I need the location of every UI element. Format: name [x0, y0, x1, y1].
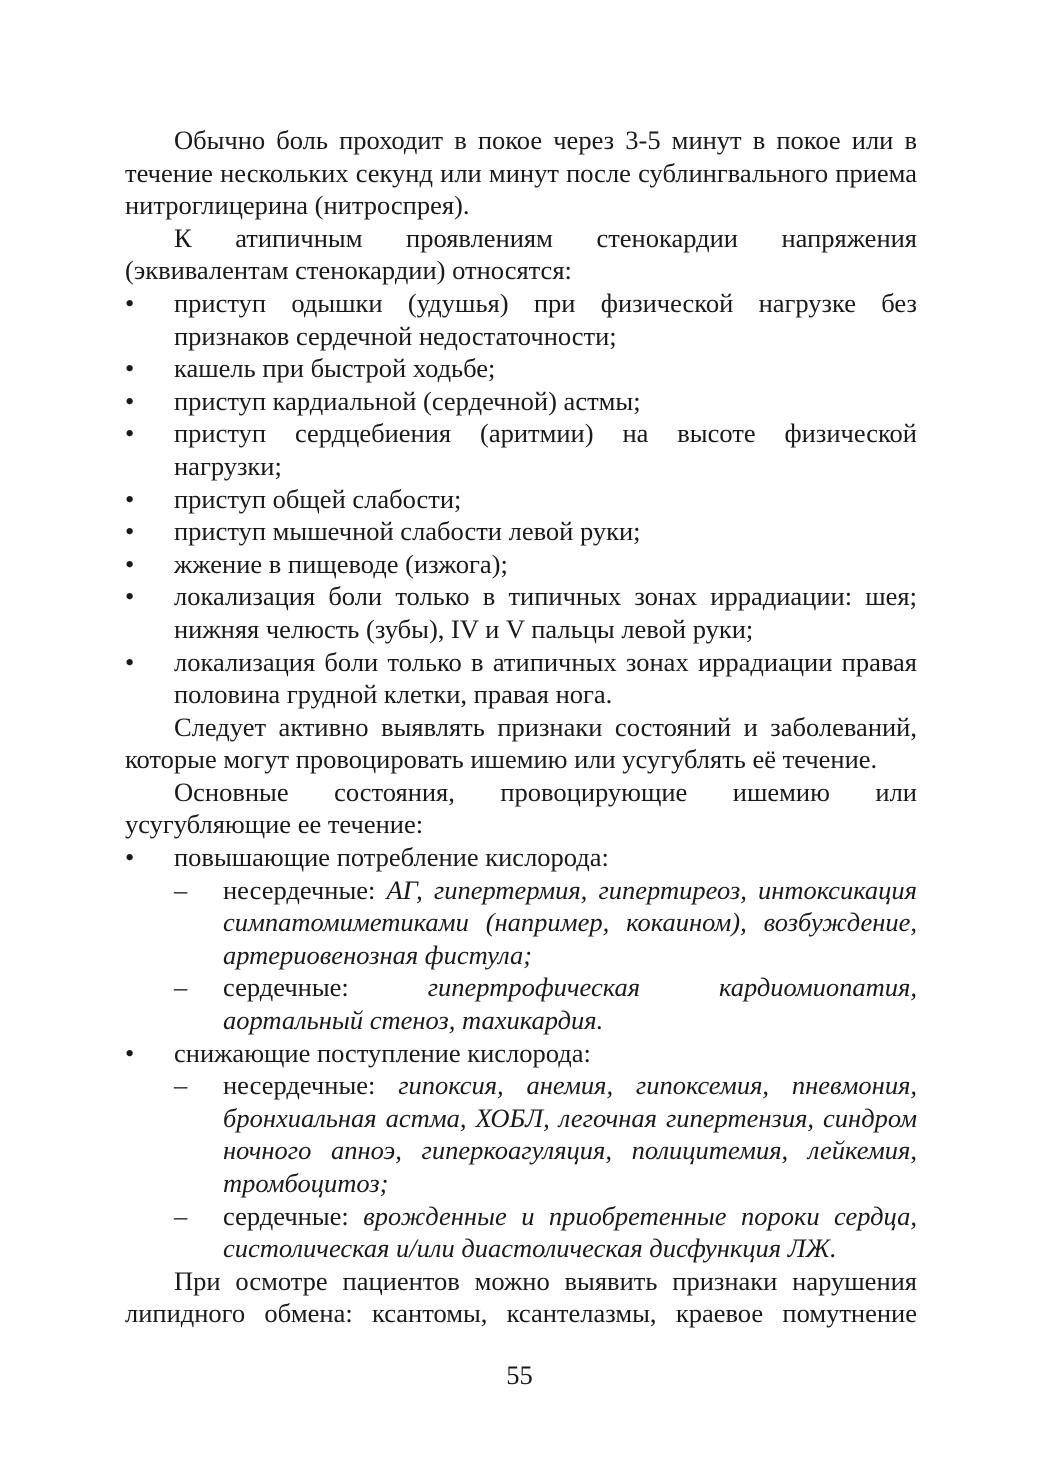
sub-item-text: гипоксия, анемия, гипоксемия, пневмония, бронхиальная астма, ХОБЛ, легочная гипертензия, синдром ночного апноэ, гиперкоагуляция, полицитемия, лейкемия, тромбоцитоз;	[223, 1070, 918, 1198]
bullet-icon: •	[125, 483, 135, 514]
list-item	[125, 515, 917, 548]
bullet-icon: •	[125, 548, 135, 579]
bullet-icon: •	[125, 287, 135, 318]
dash-icon: –	[174, 1200, 188, 1231]
sub-item-text: гипертрофическая кардиомиопатия, аортальный стеноз, тахикардия.	[223, 972, 917, 1036]
sub-item-prefix: несердечные:	[223, 874, 387, 905]
sub-list-item	[125, 1200, 917, 1265]
sub-item-prefix: сердечные:	[223, 972, 428, 1003]
list-item-text: жжение в пищеводе (изжога);	[174, 548, 508, 579]
page-body	[125, 124, 917, 1330]
paragraph-lipid-signs: При осмотре пациентов можно выявить признаки нарушения липидного обмена: ксантомы, ксантелазмы, краевое помутнение	[125, 1265, 917, 1329]
bullet-icon: •	[125, 353, 135, 384]
list-item	[125, 483, 917, 516]
sub-item-text: АГ, гипертермия, гипертиреоз, интоксикация симпатомиметиками (например, кокаином), возбуждение, артериовенозная фистула;	[223, 874, 917, 970]
list-item-text: кашель при быстрой ходьбе;	[174, 353, 496, 384]
sub-item-text: врожденные и приобретенные пороки сердца, систолическая и/или диастолическая дисфункция ЛЖ.	[223, 1200, 917, 1264]
dash-icon: –	[174, 972, 188, 1003]
sub-item-prefix: сердечные:	[223, 1200, 364, 1231]
list-item	[125, 1037, 917, 1265]
dash-icon: –	[174, 874, 188, 905]
sub-list-item	[125, 874, 917, 972]
sub-list	[125, 874, 917, 1037]
bullet-icon: •	[125, 1037, 135, 1068]
list-item	[125, 548, 917, 581]
list-item	[125, 646, 917, 711]
sub-item-prefix: несердечные:	[223, 1070, 399, 1101]
condition-group-label: снижающие поступление кислорода:	[174, 1037, 591, 1068]
paragraph-pain-relief: Обычно боль проходит в покое через 3-5 минут в покое или в течение нескольких секунд или минут после сублингвального приема нитроглицерина (нитроспрея).	[125, 125, 917, 221]
sub-list	[125, 1069, 917, 1265]
list-item-text: приступ сердцебиения (аритмии) на высоте физической нагрузки;	[174, 418, 917, 481]
bullet-icon: •	[125, 842, 135, 873]
paragraph-atypical-intro: К атипичным проявлениям стенокардии напряжения (эквивалентам стенокардии) относятся:	[125, 222, 917, 286]
list-item-text: локализация боли только в типичных зонах иррадиации: шея; нижняя челюсть (зубы), IV и V пальцы левой руки;	[174, 581, 917, 644]
conditions-list	[125, 841, 917, 1265]
list-item	[125, 385, 917, 418]
list-item	[125, 287, 917, 352]
atypical-list	[125, 287, 917, 711]
paragraph-detect-conditions: Следует активно выявлять признаки состояний и заболеваний, которые могут провоцировать ишемию или усугублять её течение.	[125, 711, 917, 775]
sub-list-item	[125, 1069, 917, 1199]
bullet-icon: •	[125, 418, 135, 449]
list-item-text: приступ кардиальной (сердечной) астмы;	[174, 385, 641, 416]
paragraph-conditions-intro: Основные состояния, провоцирующие ишемию или усугубляющие ее течение:	[125, 776, 917, 840]
list-item-text: приступ одышки (удушья) при физической нагрузке без признаков сердечной недостаточности;	[174, 287, 917, 351]
list-item	[125, 417, 917, 482]
condition-group-label: повышающие потребление кислорода:	[174, 842, 609, 873]
sub-list-item	[125, 971, 917, 1036]
bullet-icon: •	[125, 516, 135, 547]
bullet-icon: •	[125, 581, 135, 612]
dash-icon: –	[174, 1070, 188, 1101]
bullet-icon: •	[125, 385, 135, 416]
list-item-text: локализация боли только в атипичных зонах иррадиации правая половина грудной клетки, правая нога.	[174, 646, 917, 710]
page-number: 55	[506, 1360, 533, 1390]
bullet-icon: •	[125, 646, 135, 677]
list-item-text: приступ мышечной слабости левой руки;	[174, 516, 641, 547]
list-item	[125, 841, 917, 1037]
list-item	[125, 580, 917, 645]
list-item-text: приступ общей слабости;	[174, 483, 462, 514]
list-item	[125, 352, 917, 385]
